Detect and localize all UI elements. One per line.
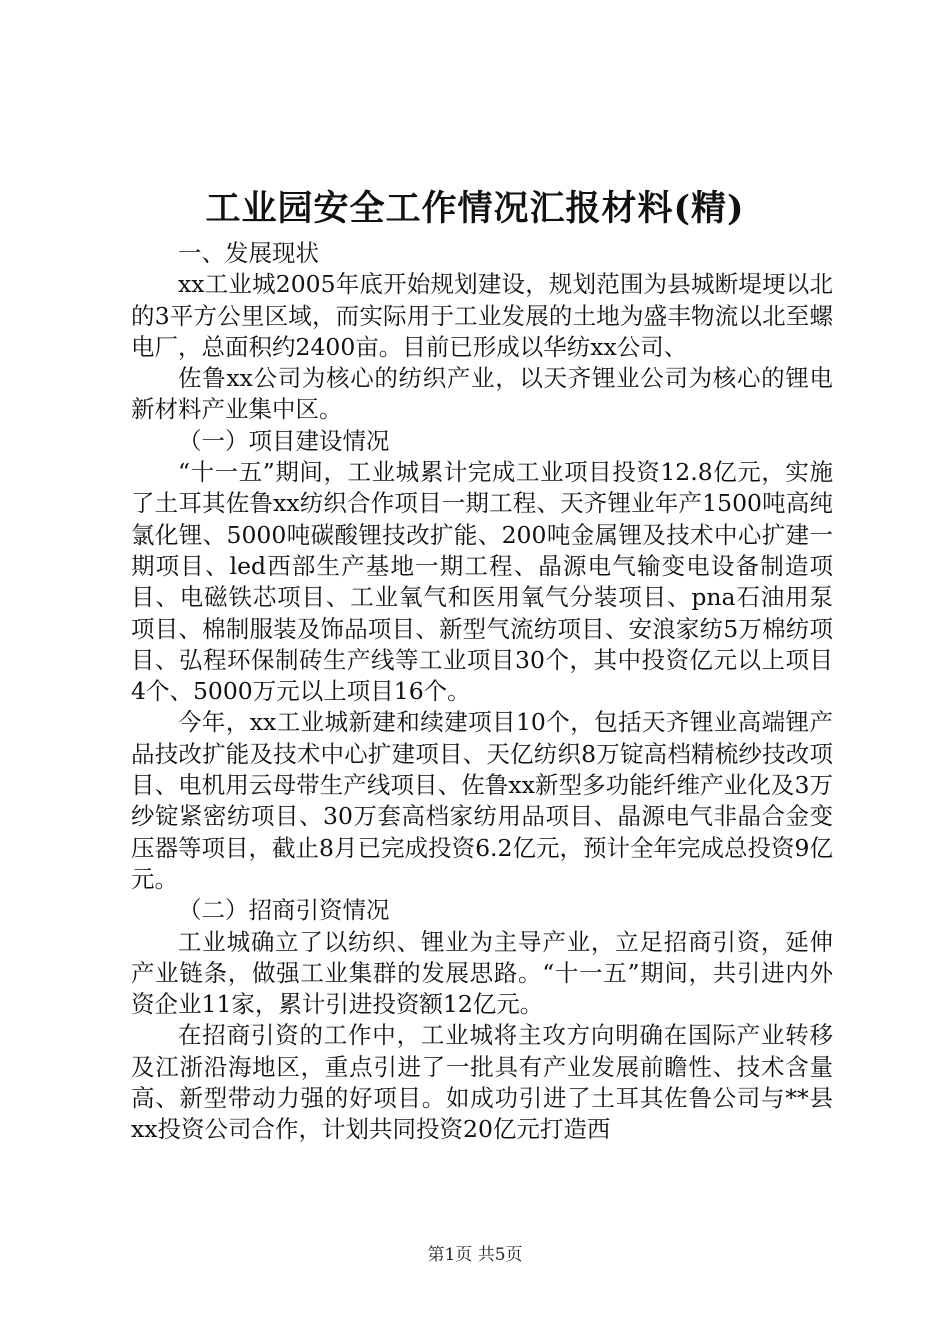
document-body: [131, 238, 833, 1146]
paragraph: 在招商引资的工作中，工业城将主攻方向明确在国际产业转移及江浙沿海地区，重点引进了一批具有产业发展前瞻性、技术含量高、新型带动力强的好项目。如成功引进了土耳其佐鲁公司与**县xx投资公司合作，计划共同投资20亿元打造西: [131, 1021, 833, 1144]
subsection-heading-projects: （一）项目建设情况: [178, 426, 390, 455]
paragraph: xx工业城2005年底开始规划建设，规划范围为县城断堤埂以北的3平方公里区域，而实际用于工业发展的土地为盛丰物流以北至螺电厂，总面积约2400亩。目前已形成以华纺xx公司、: [131, 270, 833, 361]
document-title: 工业园安全工作情况汇报材料(精): [205, 188, 745, 229]
paragraph: “十一五”期间，工业城累计完成工业项目投资12.8亿元，实施了土耳其佐鲁xx纺织合作项目一期工程、天齐锂业年产1500吨高纯氯化锂、5000吨碳酸锂技改扩能、200吨金属锂及技术中心扩建一期项目、led西部生产基地一期工程、晶源电气输变电设备制造项目、电磁铁芯项目、工业氧气和医用氧气分装项目、pna石油用泵项目、棉制服装及饰品项目、新型气流纺项目、安浪家纺5万棉纺项目、弘程环保制砖生产线等工业项目30个，其中投资亿元以上项目4个、5000万元以上项目16个。: [131, 458, 833, 706]
section-heading-development: 一、发展现状: [178, 239, 319, 267]
paragraph: 今年，xx工业城新建和续建项目10个，包括天齐锂业高端锂产品技改扩能及技术中心扩建项目、天亿纺织8万锭高档精梳纱技改项目、电机用云母带生产线项目、佐鲁xx新型多功能纤维产业化及3万纱锭紧密纺项目、30万套高档家纺用品项目、晶源电气非晶合金变压器等项目，截止8月已完成投资6.2亿元，预计全年完成总投资9亿元。: [131, 708, 833, 893]
page-footer: 第1页 共5页: [427, 1245, 523, 1265]
subsection-heading-investment: （二）招商引资情况: [178, 896, 390, 925]
paragraph: 佐鲁xx公司为核心的纺织产业，以天齐锂业公司为核心的锂电新材料产业集中区。: [131, 364, 833, 424]
paragraph: 工业城确立了以纺织、锂业为主导产业，立足招商引资，延伸产业链条，做强工业集群的发展思路。“十一五”期间，共引进内外资企业11家，累计引进投资额12亿元。: [131, 927, 833, 1019]
